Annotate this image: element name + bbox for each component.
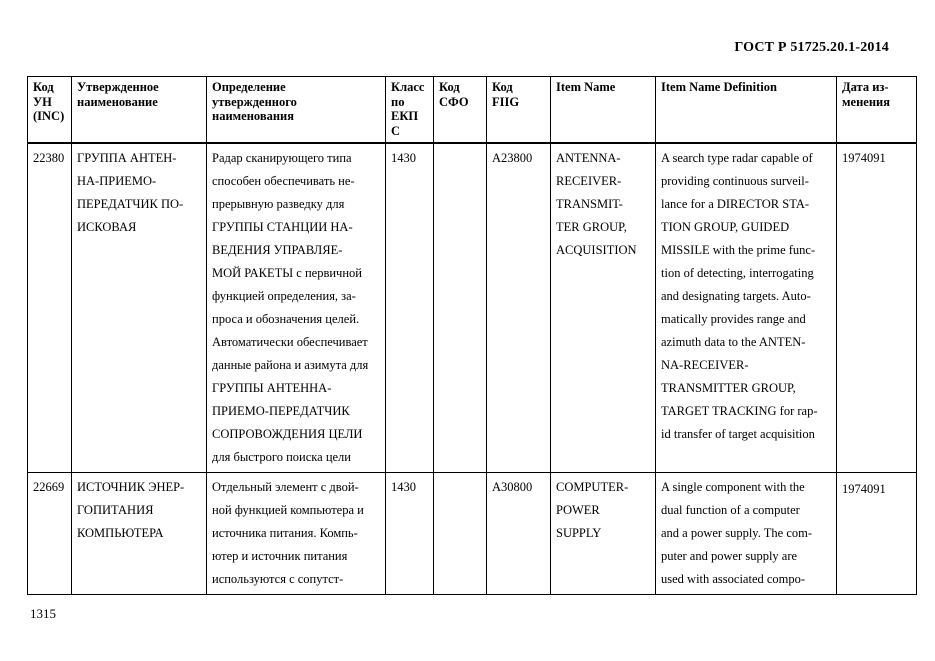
cell-text-line: используются с сопутст-: [212, 572, 344, 586]
cell-text-line: RECEIVER-: [556, 174, 622, 188]
cell-code-fiig: [487, 143, 551, 473]
column-header-code-sfo: [434, 77, 487, 144]
cell-text-line: 1974091: [842, 482, 886, 496]
cell-text-line: ной функцией компьютера и: [212, 503, 364, 517]
cell-text-line: способен обеспечивать не-: [212, 174, 355, 188]
cell-text-line: ANTENNA-: [556, 151, 621, 165]
column-header-line: утвержденного: [212, 94, 297, 109]
cell-text-line: NA-RECEIVER-: [661, 358, 749, 372]
cell-code-sfo: [434, 143, 487, 473]
cell-text-line: A single component with the: [661, 480, 805, 494]
cell-text-line: данные района и азимута для: [212, 358, 369, 372]
cell-item-name-definition: [656, 473, 837, 595]
cell-text-line: A30800: [492, 480, 533, 494]
column-header-line: по: [391, 94, 405, 109]
cell-text-line: tion of detecting, interrogating: [661, 266, 814, 280]
cell-text-line: ГРУППА АНТЕН-: [77, 151, 177, 165]
cell-text-line: ИСКОВАЯ: [77, 220, 137, 234]
cell-text-line: КОМПЬЮТЕРА: [77, 526, 164, 540]
cell-definition: [207, 143, 386, 473]
column-header-line: Определение: [212, 80, 286, 94]
cell-text-line: 1430: [391, 151, 416, 165]
cell-text-line: and designating targets. Auto-: [661, 289, 811, 303]
cell-text-line: СОПРОВОЖДЕНИЯ ЦЕЛИ: [212, 427, 363, 441]
cell-text-line: A search type radar capable of: [661, 151, 813, 165]
column-header-line: Item Name: [556, 80, 616, 94]
cell-text-line: puter and power supply are: [661, 549, 798, 563]
cell-text-line: A23800: [492, 151, 533, 165]
cell-text-line: TRANSMIT-: [556, 197, 623, 211]
cell-text-line: источника питания. Компь-: [212, 526, 358, 540]
cell-text-line: проса и обозначения целей.: [212, 312, 360, 326]
column-header-approved-name: [72, 77, 207, 144]
column-header-item-name: [551, 77, 656, 144]
cell-text-line: Радар сканирующего типа: [212, 151, 352, 165]
column-header-definition: [207, 77, 386, 144]
column-header-line: Item Name Definition: [661, 80, 777, 94]
column-header-change-date: [837, 77, 917, 144]
cell-class-ekps: [386, 473, 434, 595]
cell-code-fiig: [487, 473, 551, 595]
cell-text-line: Отдельный элемент с двой-: [212, 480, 359, 494]
cell-text-line: azimuth data to the ANTEN-: [661, 335, 806, 349]
cell-text-line: used with associated compo-: [661, 572, 806, 586]
cell-text-line: 22669: [33, 480, 65, 494]
column-header-line: УН: [33, 94, 52, 109]
column-header-line: СФО: [439, 94, 469, 109]
cell-text-line: ГРУППЫ АНТЕННА-: [212, 381, 332, 395]
column-header-line: Утвержденное: [77, 80, 159, 94]
cell-text-line: lance for a DIRECTOR STA-: [661, 197, 810, 211]
cell-text-line: TARGET TRACKING for rap-: [661, 404, 818, 418]
cell-item-name: [551, 143, 656, 473]
cell-text-line: ПЕРЕДАТЧИК ПО-: [77, 197, 184, 211]
cell-text-line: НА-ПРИЕМО-: [77, 174, 157, 188]
cell-text-line: МОЙ РАКЕТЫ с первичной: [212, 266, 362, 280]
cell-text-line: прерывную разведку для: [212, 197, 345, 211]
column-header-line: наименование: [77, 94, 158, 109]
column-header-line: С: [391, 123, 401, 138]
cell-item-name: [551, 473, 656, 595]
cell-text-line: ИСТОЧНИК ЭНЕР-: [77, 480, 185, 494]
cell-text-line: ГРУППЫ СТАНЦИИ НА-: [212, 220, 353, 234]
table-row: [28, 143, 917, 473]
cell-item-name-definition: [656, 143, 837, 473]
column-header-line: Дата из-: [842, 80, 889, 94]
cell-change-date: [837, 473, 917, 595]
cell-code-sfo: [434, 473, 487, 595]
column-header-line: Код: [33, 80, 54, 94]
cell-text-line: Автоматически обеспечивает: [212, 335, 368, 349]
cell-approved-name: [72, 143, 207, 473]
column-header-line: Код: [439, 80, 460, 94]
column-header-line: ЕКП: [391, 109, 419, 123]
cell-text-line: COMPUTER-: [556, 480, 629, 494]
cell-approved-name: [72, 473, 207, 595]
table-row: [28, 473, 917, 595]
column-header-line: Класс: [391, 80, 425, 94]
cell-change-date: [837, 143, 917, 473]
cell-class-ekps: [386, 143, 434, 473]
cell-text-line: TER GROUP,: [556, 220, 627, 234]
table-header-row: [28, 77, 917, 144]
column-header-line: менения: [842, 94, 890, 109]
column-header-line: (INC): [33, 109, 65, 123]
cell-text-line: 1430: [391, 480, 416, 494]
cell-definition: [207, 473, 386, 595]
column-header-line: Код: [492, 80, 513, 94]
cell-text-line: id transfer of target acquisition: [661, 427, 815, 441]
column-header-code-un: [28, 77, 72, 144]
page-number: 1315: [30, 606, 56, 621]
cell-text-line: ютер и источник питания: [212, 549, 348, 563]
cell-text-line: SUPPLY: [556, 526, 602, 540]
document-code: ГОСТ Р 51725.20.1-2014: [734, 40, 889, 55]
cell-text-line: MISSILE with the prime func-: [661, 243, 816, 257]
cell-text-line: ГОПИТАНИЯ: [77, 503, 154, 517]
cell-text-line: TRANSMITTER GROUP,: [661, 381, 796, 395]
cell-text-line: 1974091: [842, 151, 886, 165]
cell-code-un: [28, 473, 72, 595]
cell-text-line: 22380: [33, 151, 65, 165]
cell-text-line: ПРИЕМО-ПЕРЕДАТЧИК: [212, 404, 350, 418]
cell-text-line: and a power supply. The com-: [661, 526, 813, 540]
cell-text-line: TION GROUP, GUIDED: [661, 220, 790, 234]
cell-text-line: providing continuous surveil-: [661, 174, 809, 188]
column-header-item-name-definition: [656, 77, 837, 144]
cell-code-un: [28, 143, 72, 473]
cell-text-line: функцией определения, за-: [212, 289, 356, 303]
cell-text-line: POWER: [556, 503, 600, 517]
column-header-class-ekps: [386, 77, 434, 144]
cell-text-line: ACQUISITION: [556, 243, 637, 257]
cell-text-line: для быстрого поиска цели: [212, 450, 351, 464]
cell-text-line: matically provides range and: [661, 312, 806, 326]
cell-text-line: dual function of a computer: [661, 503, 800, 517]
column-header-code-fiig: [487, 77, 551, 144]
column-header-line: FIIG: [492, 94, 520, 109]
column-header-line: наименования: [212, 109, 295, 123]
cell-text-line: ВЕДЕНИЯ УПРАВЛЯЕ-: [212, 243, 343, 257]
catalog-table: [27, 76, 917, 595]
